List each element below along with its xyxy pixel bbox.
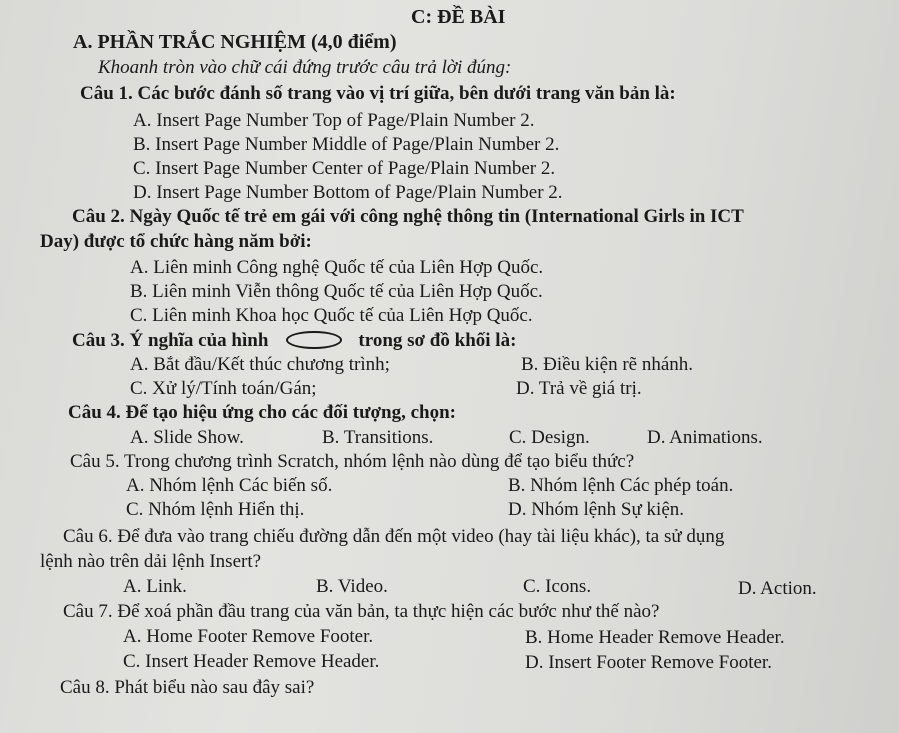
terminator-oval-icon: [286, 331, 342, 349]
q5-option-d: D. Nhóm lệnh Sự kiện.: [508, 499, 685, 520]
q4-option-c: C. Design.: [509, 427, 590, 448]
question-2-line1: Câu 2. Ngày Quốc tế trẻ em gái với công nghệ thông tin (International Girls in ICT: [72, 206, 744, 227]
q7-option-a: A. Home Footer Remove Footer.: [123, 626, 374, 647]
q6-option-c: C. Icons.: [523, 576, 592, 597]
q6-option-d: D. Action.: [738, 578, 817, 599]
q5-option-b: B. Nhóm lệnh Các phép toán.: [508, 475, 734, 496]
question-6-line2: lệnh nào trên dải lệnh Insert?: [40, 551, 262, 572]
q7-option-b: B. Home Header Remove Header.: [525, 627, 785, 648]
question-7: Câu 7. Để xoá phần đầu trang của văn bản, ta thực hiện các bước như thế nào?: [63, 601, 660, 622]
q2-option-b: B. Liên minh Viễn thông Quốc tế của Liên Hợp Quốc.: [130, 281, 543, 302]
q1-option-d: D. Insert Page Number Bottom of Page/Plain Number 2.: [133, 182, 563, 203]
question-4: Câu 4. Để tạo hiệu ứng cho các đối tượng, chọn:: [68, 402, 457, 423]
q1-option-c: C. Insert Page Number Center of Page/Plain Number 2.: [133, 158, 556, 179]
instruction: Khoanh tròn vào chữ cái đứng trước câu trả lời đúng:: [98, 57, 512, 78]
q2-option-a: A. Liên minh Công nghệ Quốc tế của Liên Hợp Quốc.: [130, 257, 544, 278]
q3-option-d: D. Trả về giá trị.: [516, 378, 642, 399]
q4-option-d: D. Animations.: [647, 427, 763, 448]
q7-option-d: D. Insert Footer Remove Footer.: [525, 652, 772, 673]
question-6-line1: Câu 6. Để đưa vào trang chiếu đường dẫn đến một video (hay tài liệu khác), ta sử dụng: [63, 526, 725, 547]
question-3: [72, 330, 516, 352]
q3-option-c: C. Xử lý/Tính toán/Gán;: [130, 378, 317, 399]
q5-option-c: C. Nhóm lệnh Hiển thị.: [126, 499, 305, 520]
question-1: Câu 1. Các bước đánh số trang vào vị trí giữa, bên dưới trang văn bản là:: [80, 83, 676, 104]
section-title: C: ĐỀ BÀI: [411, 6, 506, 28]
q4-option-b: B. Transitions.: [322, 427, 434, 448]
question-8: Câu 8. Phát biểu nào sau đây sai?: [60, 677, 315, 698]
q6-option-a: A. Link.: [123, 576, 187, 597]
q1-option-a: A. Insert Page Number Top of Page/Plain Number 2.: [133, 110, 535, 131]
q1-option-b: B. Insert Page Number Middle of Page/Plain Number 2.: [133, 134, 560, 155]
question-5-text: Câu 5. Trong chương trình Scratch, nhóm lệnh nào dùng để tạo biểu thức?: [70, 451, 635, 472]
q4-option-a: A. Slide Show.: [130, 427, 244, 448]
question-3-text-before: Câu 3. Ý nghĩa của hình: [72, 330, 269, 351]
q2-option-c: C. Liên minh Khoa học Quốc tế của Liên Hợp Quốc.: [130, 305, 533, 326]
part-a-title: A. PHẦN TRẮC NGHIỆM (4,0 điểm): [73, 31, 397, 53]
question-2-line2: Day) được tổ chức hàng năm bởi:: [40, 231, 312, 252]
q3-option-b: B. Điều kiện rẽ nhánh.: [521, 354, 694, 375]
question-3-text-after: trong sơ đồ khối là:: [358, 330, 517, 351]
q3-option-a: A. Bắt đầu/Kết thúc chương trình;: [130, 354, 390, 375]
q5-option-a: A. Nhóm lệnh Các biến số.: [126, 475, 333, 496]
question-5: [70, 451, 634, 473]
q7-option-c: C. Insert Header Remove Header.: [123, 651, 380, 672]
q6-option-b: B. Video.: [316, 576, 388, 597]
